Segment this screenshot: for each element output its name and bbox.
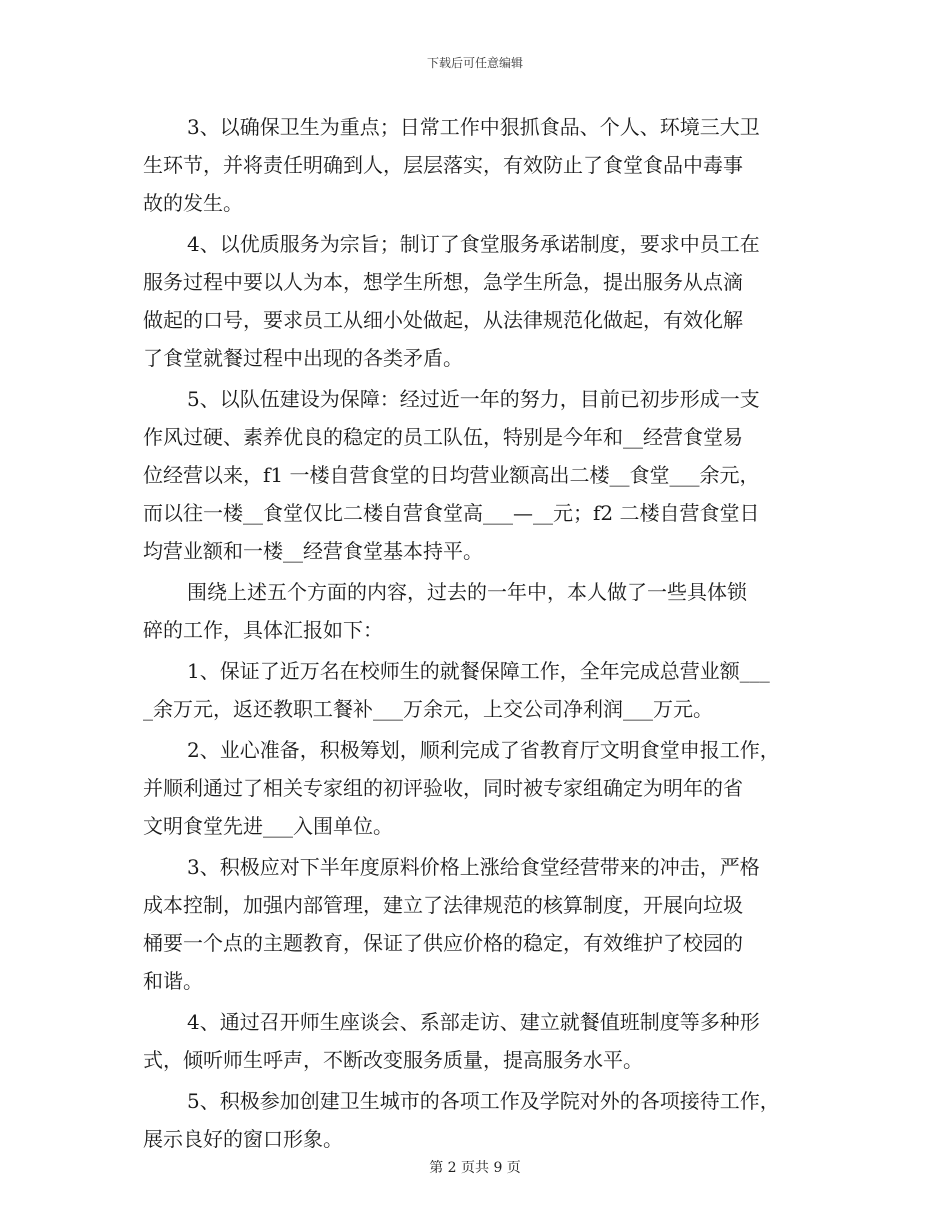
text-line: 成本控制，加强内部管理，建立了法律规范的核算制度，开展向垃圾 xyxy=(143,893,743,917)
text-line: 作风过硬、素养优良的稳定的员工队伍，特别是今年和__经营食堂易 xyxy=(143,425,743,449)
text-line: 和谐。 xyxy=(143,969,203,993)
text-line: _余万元，返还教职工餐补___万余元，上交公司净利润___万元。 xyxy=(143,697,713,721)
text-line: 3、以确保卫生为重点；日常工作中狠抓食品、个人、环境三大卫 xyxy=(187,115,760,139)
paragraph xyxy=(143,573,807,649)
text-line: 围绕上述五个方面的内容，过去的一年中，本人做了一些具体锁 xyxy=(187,580,747,604)
paragraph xyxy=(143,1003,807,1079)
text-line: 做起的口号，要求员工从细小处做起，从法律规范化做起，有效化解 xyxy=(143,308,743,332)
text-line: 故的发生。 xyxy=(143,191,243,215)
text-line: 均营业额和一楼__经营食堂基本持平。 xyxy=(143,539,483,563)
header-note: 下载后可任意编辑 xyxy=(426,56,523,70)
paragraph xyxy=(143,380,807,570)
text-line: 式，倾听师生呼声，不断改变服务质量，提高服务水平。 xyxy=(143,1048,643,1072)
text-line: 生环节，并将责任明确到人，层层落实，有效防止了食堂食品中毒事 xyxy=(143,153,743,177)
paragraph xyxy=(143,652,807,728)
text-line: 展示良好的窗口形象。 xyxy=(143,1127,343,1151)
text-line: 1、保证了近万名在校师生的就餐保障工作，全年完成总营业额___ xyxy=(187,659,770,683)
paragraph xyxy=(143,848,807,1000)
text-line: 2、业心准备，积极筹划，顺利完成了省教育厅文明食堂申报工作， xyxy=(187,738,780,762)
text-line: 5、以队伍建设为保障：经过近一年的努力，目前已初步形成一支 xyxy=(187,387,760,411)
paragraph xyxy=(143,225,807,377)
paragraph xyxy=(143,731,807,845)
document-body xyxy=(143,108,807,1161)
text-line: 服务过程中要以人为本，想学生所想，急学生所急，提出服务从点滴 xyxy=(143,270,743,294)
paragraph xyxy=(143,108,807,222)
text-line: 文明食堂先进___入围单位。 xyxy=(143,814,393,838)
text-line: 碎的工作，具体汇报如下： xyxy=(143,618,383,642)
text-line: 而以往一楼__食堂仅比二楼自营食堂高___—__元；f2 二楼自营食堂日 xyxy=(143,501,760,525)
text-line: 3、积极应对下半年度原料价格上涨给食堂经营带来的冲击，严格 xyxy=(187,855,760,879)
text-line: 并顺利通过了相关专家组的初评验收，同时被专家组确定为明年的省 xyxy=(143,776,743,800)
paragraph xyxy=(143,1082,807,1158)
text-line: 5、积极参加创建卫生城市的各项工作及学院对外的各项接待工作， xyxy=(187,1089,780,1113)
text-line: 4、通过召开师生座谈会、系部走访、建立就餐值班制度等多种形 xyxy=(187,1010,760,1034)
text-line: 位经营以来，f1 一楼自营食堂的日均营业额高出二楼__食堂___余元， xyxy=(143,463,760,487)
text-line: 了食堂就餐过程中出现的各类矛盾。 xyxy=(143,346,463,370)
text-line: 桶要一个点的主题教育，保证了供应价格的稳定，有效维护了校园的 xyxy=(143,931,743,955)
text-line: 4、以优质服务为宗旨；制订了食堂服务承诺制度，要求中员工在 xyxy=(187,232,760,256)
page-footer: 第 2 页共 9 页 xyxy=(429,1160,521,1176)
